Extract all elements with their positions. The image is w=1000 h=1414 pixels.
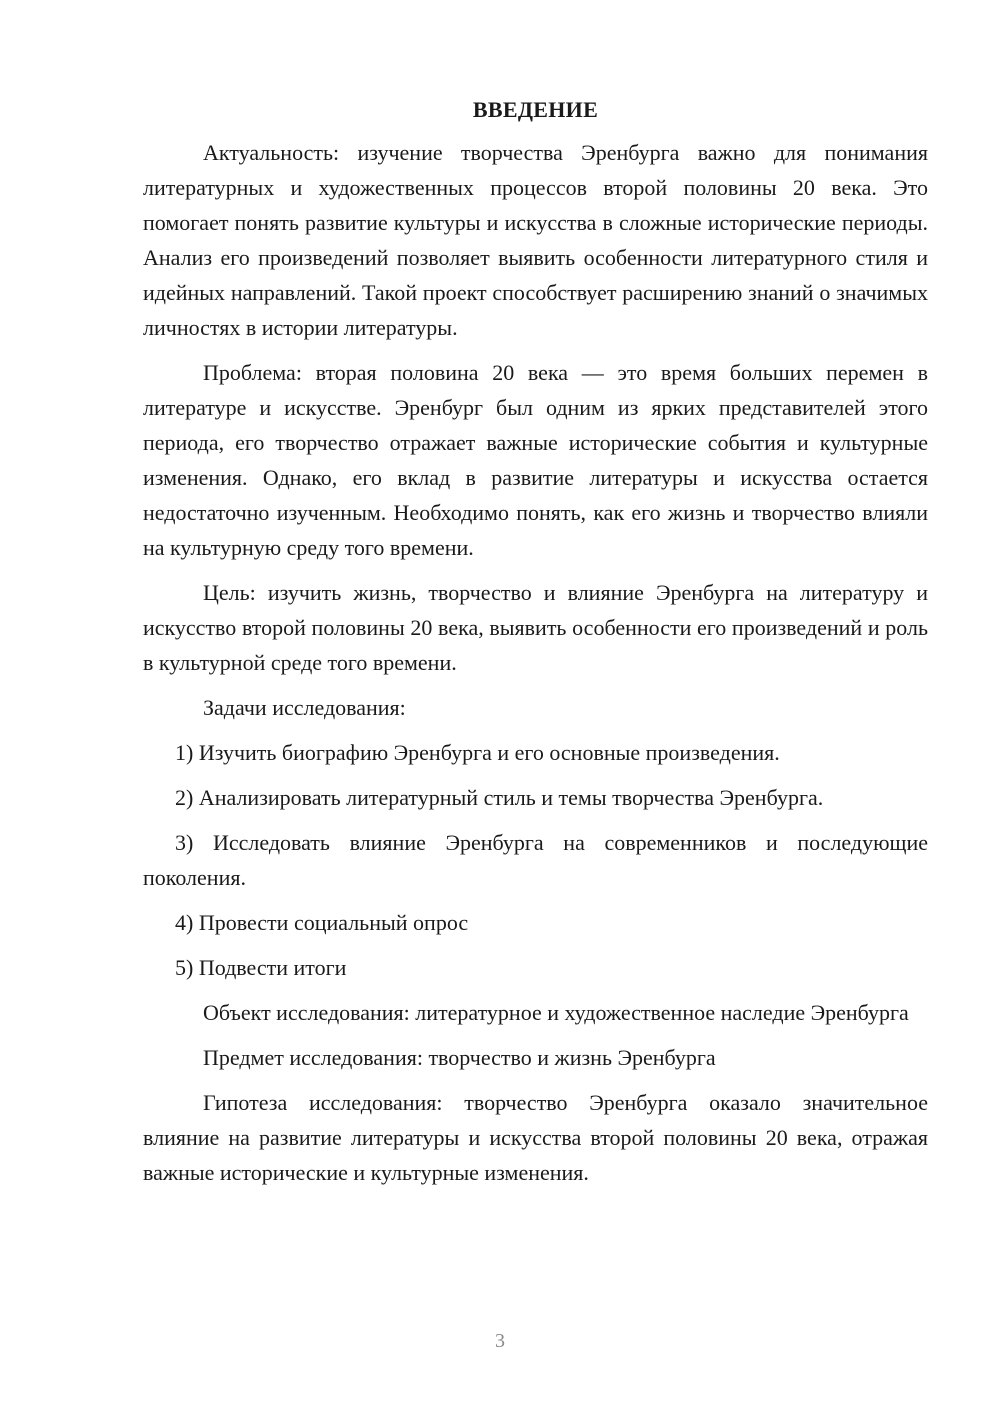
paragraph-problem: Проблема: вторая половина 20 века — это время больших перемен в литературе и искусстве. Эренбург был одним из ярких представителей этого периода, его творчество отражает важные исторические события и культурные изменения. Однако, его вклад в развитие литературы и искусства остается недостаточно изученным. Необходимо понять, как его жизнь и творчество влияли на культурную среду того времени. xyxy=(143,360,928,560)
task-item: 1) Изучить биографию Эренбурга и его основные произведения. xyxy=(175,740,780,765)
document-page xyxy=(143,92,928,1200)
task-item: 4) Провести социальный опрос xyxy=(175,910,469,935)
task-item: 5) Подвести итоги xyxy=(175,955,347,980)
task-item: 3) Исследовать влияние Эренбурга на современников и последующие поколения. xyxy=(143,830,928,890)
paragraph-relevance: Актуальность: изучение творчества Эренбурга важно для понимания литературных и художественных процессов второй половины 20 века. Это помогает понять развитие культуры и искусства в сложные исторические периоды. Анализ его произведений позволяет выявить особенности литературного стиля и идейных направлений. Такой проект способствует расширению знаний о значимых личностях в истории литературы. xyxy=(143,140,928,340)
paragraph-object: Объект исследования: литературное и художественное наследие Эренбурга xyxy=(203,1000,909,1025)
paragraph-subject: Предмет исследования: творчество и жизнь Эренбурга xyxy=(203,1045,716,1070)
tasks-heading: Задачи исследования: xyxy=(203,695,406,720)
paragraph-hypothesis: Гипотеза исследования: творчество Эренбурга оказало значительное влияние на развитие литературы и искусства второй половины 20 века, отражая важные исторические и культурные изменения. xyxy=(143,1090,928,1185)
page-number: 3 xyxy=(495,1330,505,1352)
section-title: ВВЕДЕНИЕ xyxy=(472,97,599,122)
paragraph-goal: Цель: изучить жизнь, творчество и влияние Эренбурга на литературу и искусство второй половины 20 века, выявить особенности его произведений и роль в культурной среде того времени. xyxy=(143,580,928,675)
task-item: 2) Анализировать литературный стиль и темы творчества Эренбурга. xyxy=(175,785,824,810)
